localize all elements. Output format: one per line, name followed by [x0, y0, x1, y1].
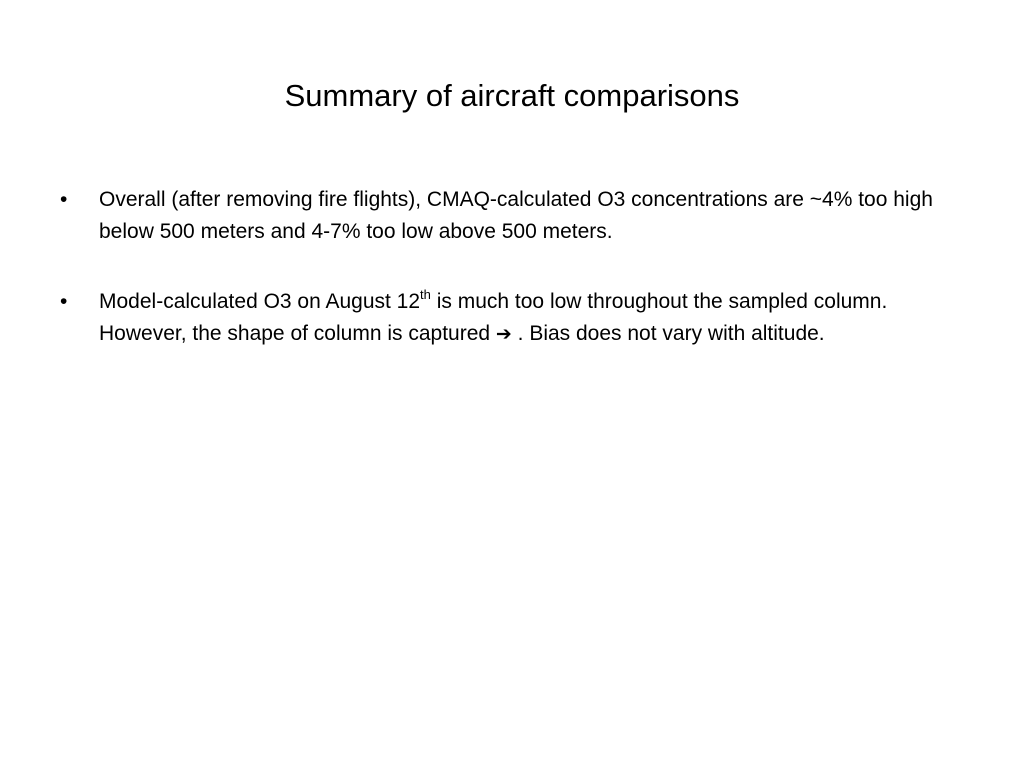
ordinal-superscript: th — [420, 287, 431, 302]
bullet-text-part: . Bias does not vary with altitude. — [511, 322, 825, 345]
bullet-text-overall: Overall (after removing fire flights), CMAQ-calculated O3 concentrations are ~4% too high below 500 meters and 4-7% too low above 500 meters. — [99, 188, 933, 243]
bullet-text-part: is much too low throughout the sampled column. However, the shape of column is captured — [99, 290, 888, 345]
bullet-list — [56, 184, 976, 388]
bullet-text-part: Model-calculated O3 on August 12 — [99, 290, 421, 313]
bullet-marker: • — [60, 188, 68, 211]
bullet-text-august-12 — [99, 287, 888, 345]
slide-title: Summary of aircraft comparisons — [284, 78, 740, 113]
bullet-item-overall — [56, 184, 976, 248]
bullet-marker: • — [60, 290, 68, 313]
bullet-item-august-12 — [56, 286, 976, 350]
right-arrow-icon: ➔ — [495, 323, 512, 345]
